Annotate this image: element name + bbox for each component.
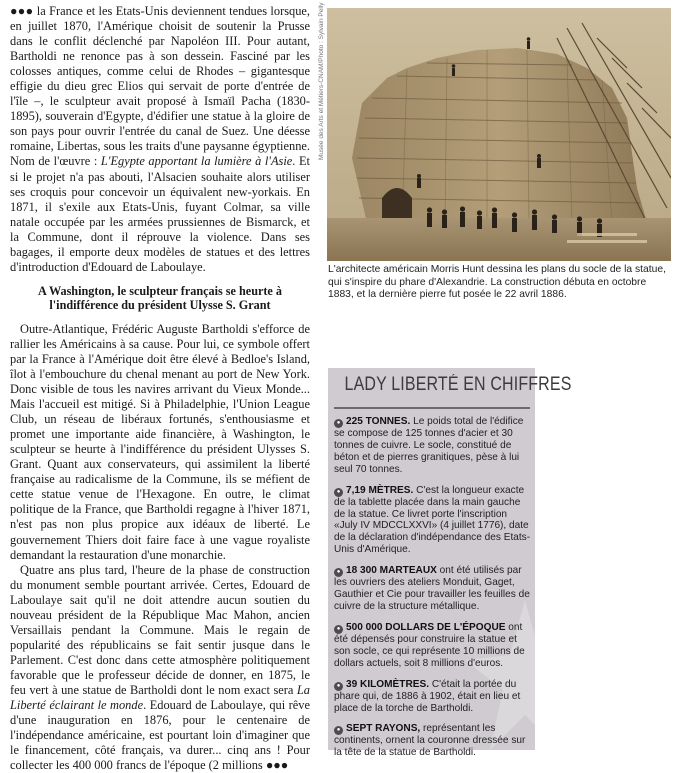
paragraph-3: Quatre ans plus tard, l'heure de la phase de construction du monument semble pourtant arrivée. Certes, Edouard de Laboulaye sait qu'il ne doit attendre aucun soutien du nouveau président de la République Mac Mahon, ancien Versaillais pendant la Commune. Mais le regain de popularité des républicains se fait sentir jusque dans le Parlement. C'est donc dans cette atmosphère politiquement favorable que le professeur décide de donner, en 1875, le feu vert à une statue de Bartholdi dont le nom exact sera La Liberté éclairant le monde. Edouard de Laboulaye, qui rêve d'une inauguration en 1876, pour le centenaire de l'indépendance américaine, est pourtant loin d'imaginer que le financement, côté français, va durer... cinq ans ! Pour collecter les 400 000 francs de l'époque (2 millions ●●●	[10, 562, 310, 773]
statue-name: La Liberté éclairant le monde	[10, 682, 310, 713]
continuation-mark: ●●●	[10, 4, 34, 18]
pedestal-construction-image	[327, 8, 671, 261]
fact-item: ● 225 TONNES. Le poids total de l'édifice se compose de 125 tonnes d'acier et 30 tonnes de cuivre. Le socle, constitué de béton et de pierres granitiques, pèse à lui seul 70 tonnes.	[334, 416, 524, 475]
paragraph-2: Outre-Atlantique, Frédéric Auguste Bartholdi s'efforce de rallier les Américains à sa cause. Pour lui, ce symbole offert par la France à l'Amérique doit être élevé à Bedloe's Island, îlot à l'embouchure du chenal menant au port de New York. Donc visible de tous les navires arrivant du Vieux Monde... Mais l'accueil est mitigé. Si à Philadelphie, l'Union League Club, un réseau de libéraux fortunés, s'enthousiasme et promet une importante aide financière, à Washington, le sculpteur se heurte à l'indifférence du président Ulysses S. Grant. Quant aux conservateurs, qui assimilent la liberté française au radicalisme de la Commune, ils se méfient de cette statue venue de l'Hexagone. En outre, le climat politique de la France, que Bartholdi regagne à l'hiver 1871, n'est pas non plus propice aux idéaux de liberté. Le gouvernement Thiers doit faire face à une vague royaliste demandant la restauration d'une monarchie.	[10, 321, 310, 562]
paragraph-1: ●●● la France et les Etats-Unis deviennent tendues lorsque, en juillet 1870, l'Amérique choisit de soutenir la Prusse dans le conflit déclenché par Napoléon III. Pour autant, Bartholdi ne renonce pas à son dessein. Fasciné par les colosses antiques, comme celui de Rhodes – gigantesque effigie du dieu grec Elios qui servait de porte d'entrée de l'île –, le sculpteur avait proposé à Ismaïl Pacha (1830-1895), souverain d'Egypte, d'édifier une statue à la gloire de son pays pour ouvrir l'entrée du canal de Suez. Une déesse romaine, Libertas, sous les traits d'une paysanne égyptienne. Nom de l'œuvre : L'Egypte apportant la lumière à l'Asie. Et si le projet n'a pas abouti, l'Alsacien souhaite alors utiliser ses croquis pour concevoir un équivalent new-yorkais. En 1871, il s'exile aux Etats-Unis, fuyant Colmar, sa ville natale occupée par les armées prussiennes de Bismarck, et la Commune, dont il réprouve la violence. Dans ses bagages, il emporte deux modèles de statues et des lettres d'introduction d'Edouard de Laboulaye.	[10, 4, 310, 274]
fact-item: ● 7,19 MÈTRES. C'est la longueur exacte de la tablette placée dans la main gauche de la statue. Ce livret porte l'inscription «July IV MDCCLXXVI» (4 juillet 1776), date de la déclaration d'indépendance des Etats-Unis d'Amérique.	[334, 484, 531, 556]
photo-caption: L'architecte américain Morris Hunt dessina les plans du socle de la statue, qui s'inspire du phare d'Alexandrie. La construction débuta en octobre 1883, et la dernière pierre fut posée le 22 avril 1886.	[328, 264, 666, 301]
continued-mark: ●●●	[265, 758, 289, 773]
facts-box-title: LADY LIBERTÉ EN CHIFFRES	[344, 374, 572, 395]
fact-item: ● SEPT RAYONS, représentant les continents, ornent la couronne dressée sur la tête de la statue de Bartholdi.	[334, 723, 526, 759]
fact-item: ● 39 KILOMÈTRES. C'était la portée du phare qui, de 1886 à 1902, était en lieu et place de la torche de Bartholdi.	[334, 678, 521, 714]
fact-item: ● 500 000 DOLLARS DE L'ÉPOQUE ont été dépensés pour construire la statue et son socle, ce qui représente 10 millions de dollars actuels, soit 8 millions d'euros.	[334, 621, 525, 669]
facts-list	[334, 416, 532, 768]
bullet-icon: ●	[334, 568, 343, 577]
title-divider	[334, 407, 530, 409]
bullet-icon: ●	[334, 419, 343, 428]
bullet-icon: ●	[334, 726, 343, 735]
construction-photo	[327, 8, 671, 261]
section-subheading: A Washington, le sculpteur français se heurte à l'indifférence du président Ulysse S. Grant	[38, 283, 282, 313]
artwork-title: L'Egypte apportant la lumière à l'Asie	[100, 154, 293, 169]
bullet-icon: ●	[334, 682, 343, 691]
bullet-icon: ●	[334, 625, 343, 634]
article-column	[10, 4, 310, 773]
bullet-icon: ●	[334, 488, 343, 497]
fact-item: ● 18 300 MARTEAUX ont été utilisés par les ouvriers des ateliers Monduit, Gaget, Gauthier et Cie pour travailler les feuilles de cuivre de la structure métallique.	[334, 565, 530, 612]
photo-credit: Musée des Arts et Métiers-CNAM/Photo : Sylvain Pelly	[318, 2, 325, 160]
article-body	[10, 4, 310, 275]
